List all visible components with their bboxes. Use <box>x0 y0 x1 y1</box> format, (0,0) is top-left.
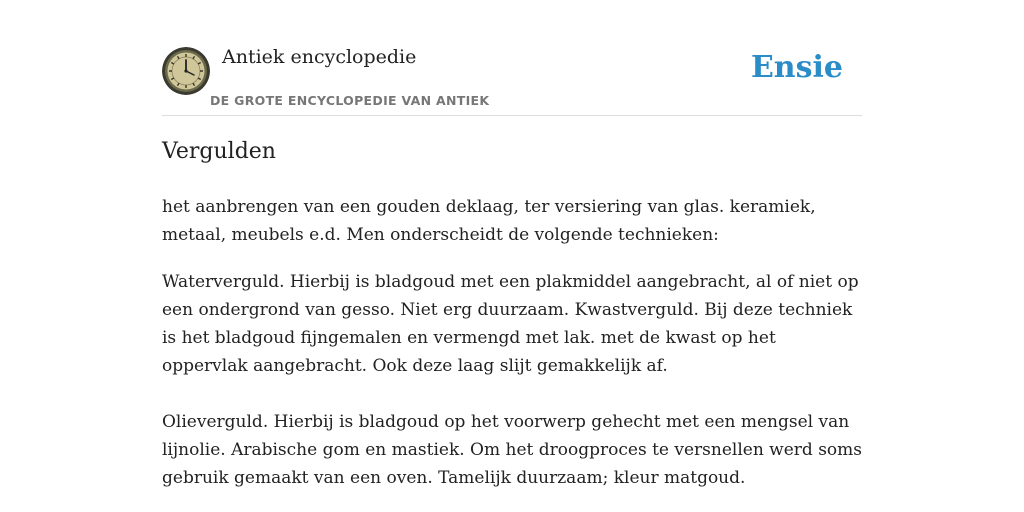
site-title[interactable]: Antiek encyclopedie <box>222 46 417 68</box>
article-body <box>162 193 862 511</box>
antique-clock-icon[interactable] <box>162 47 210 95</box>
article-paragraph: het aanbrengen van een gouden deklaag, ter versiering van glas. keramiek, metaal, meubels e.d. Men onderscheidt de volgende technieken: <box>162 197 816 245</box>
article-paragraph: Waterverguld. Hierbij is bladgoud met een plakmiddel aangebracht, al of niet op een ondergrond van gesso. Niet erg duurzaam. Kwastverguld. Bij deze techniek is het bladgoud fijngemalen en vermengd met lak. met de kwast op het oppervlak aangebracht. Ook deze laag slijt gemakkelijk af. Olieverguld. Hierbij is bladgoud op het voorwerp gehecht met een mengsel van lijnolie. Arabische gom en mastiek. Om het droogproces te versnellen werd soms gebruik gemaakt van een oven. Tamelijk duurzaam; kleur matgoud. <box>162 272 863 488</box>
site-header <box>162 0 862 116</box>
brand-logo[interactable]: Ensie <box>750 50 843 85</box>
site-subtitle: DE GROTE ENCYCLOPEDIE VAN ANTIEK <box>210 93 490 108</box>
page <box>162 0 862 512</box>
article-title: Vergulden <box>162 139 276 164</box>
